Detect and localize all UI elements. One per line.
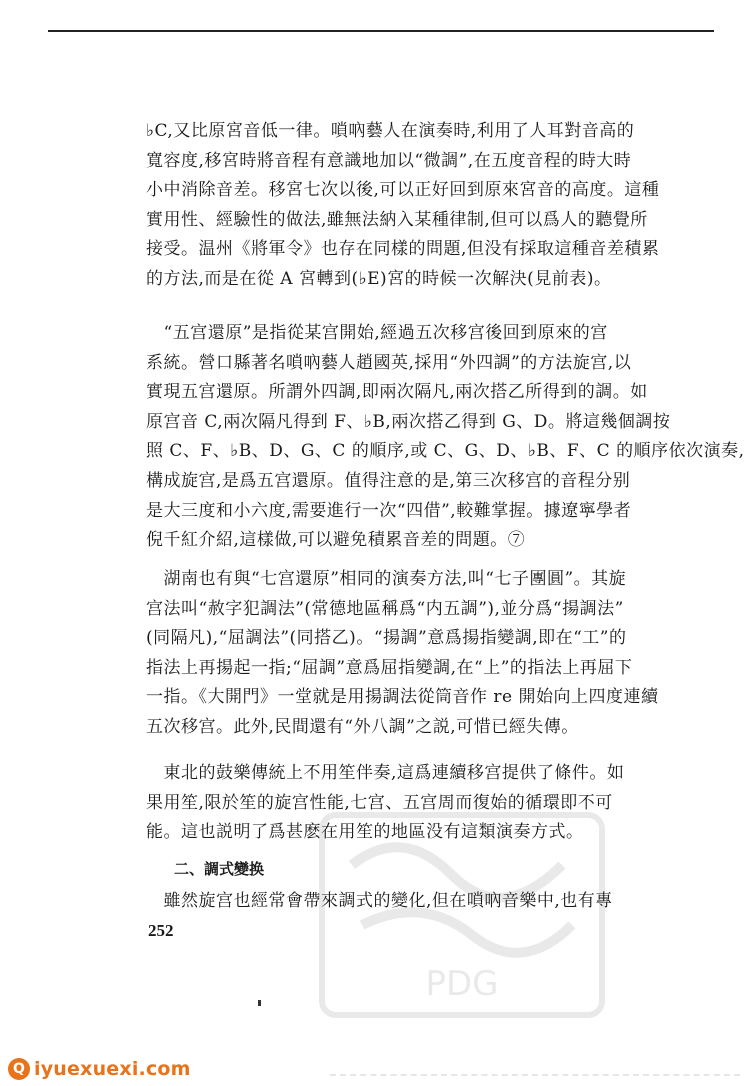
- text-line: 小中消除音差。移宮七次以後,可以正好回到原來宮音的高度。這種: [146, 180, 660, 201]
- paragraph-4: [146, 759, 646, 848]
- text-line: 照 C、F、♭B、D、G、C 的順序,或 C、G、D、♭B、F、C 的順序依次演奏,: [146, 441, 745, 462]
- page-number: 252: [148, 921, 174, 940]
- text-line: 能。這也説明了爲甚麽在用笙的地區没有這類演奏方式。: [146, 822, 584, 843]
- paragraph-2: [146, 319, 745, 556]
- text-line: 果用笙,限於笙的旋宫性能,七宫、五宫周而復始的循環即不可: [146, 792, 613, 813]
- text-line: (同隔凡),“屈調法”(同搭乙)。“揚調”意爲揚指變調,即在“工”的: [146, 628, 627, 649]
- text-line: 東北的鼓樂傳統上不用笙伴奏,這爲連續移宫提供了條件。如: [146, 763, 625, 783]
- header-rule: [48, 30, 714, 32]
- text-line: ♭C,又比原宮音低一律。嗩吶藝人在演奏時,利用了人耳對音高的: [146, 121, 635, 141]
- watermark-text: PDG: [425, 964, 499, 1004]
- site-logo[interactable]: [8, 1054, 228, 1084]
- footer-dashes: [330, 1074, 740, 1078]
- text-line: 實用性、經驗性的做法,雖無法納入某種律制,但可以爲人的聽覺所: [146, 209, 648, 230]
- text-line: 倪千紅介紹,這樣做,可以避免積累音差的問題。⑦: [146, 530, 526, 551]
- text-line: 原宫音 C,兩次隔凡得到 F、♭B,兩次搭乙得到 G、D。將這幾個調按: [146, 411, 671, 432]
- text-line: 的方法,而是在從 A 宮轉到(♭E)宮的時候一次解決(見前表)。: [146, 268, 612, 289]
- text-line: 實現五宫還原。所謂外四調,即兩次隔凡,兩次搭乙所得到的調。如: [146, 382, 648, 403]
- text-line: “五宫還原”是指從某宫開始,經過五次移宫後回到原來的宫: [146, 323, 608, 343]
- q-logo-icon: Q: [8, 1058, 30, 1080]
- text-line: 湖南也有與“七宫還原”相同的演奏方法,叫“七子團圓”。其旋: [146, 569, 627, 589]
- text-line: 系統。營口縣著名嗩吶藝人趙國英,採用“外四調”的方法旋宫,以: [146, 352, 632, 373]
- text-line: 指法上再揚起一指;“屈調”意爲屈指變調,在“上”的指法上再屈下: [146, 657, 633, 678]
- text-line: 寬容度,移宮時將音程有意識地加以“微調”,在五度音程的時大時: [146, 150, 632, 171]
- paragraph-5: [146, 887, 646, 917]
- site-name: iyuexuexi.com: [34, 1058, 191, 1080]
- text-line: 雖然旋宫也經常會帶來調式的變化,但在嗩吶音樂中,也有專: [146, 891, 613, 911]
- text-line: 是大三度和小六度,需要進行一次“四借”,較難掌握。據遼寧學者: [146, 500, 632, 521]
- text-line: 一指。《大開門》一堂就是用揚調法從筒音作 re 開始向上四度連續: [146, 687, 659, 708]
- paragraph-1: [146, 117, 660, 295]
- text-line: 宫法叫“赦字犯調法”(常德地區稱爲“内五調”),並分爲“揚調法”: [146, 598, 624, 619]
- paragraph-3: [146, 565, 659, 743]
- section-heading: 二、調式變换: [174, 860, 265, 878]
- text-line: 構成旋宫,是爲五宫還原。值得注意的是,第三次移宫的音程分别: [146, 470, 631, 491]
- text-line: 五次移宫。此外,民間還有“外八調”之説,可惜已經失傳。: [146, 716, 579, 737]
- text-line: 接受。温州《將軍令》也存在同樣的問題,但没有採取這種音差積累: [146, 239, 660, 260]
- scan-speck: [258, 1000, 261, 1006]
